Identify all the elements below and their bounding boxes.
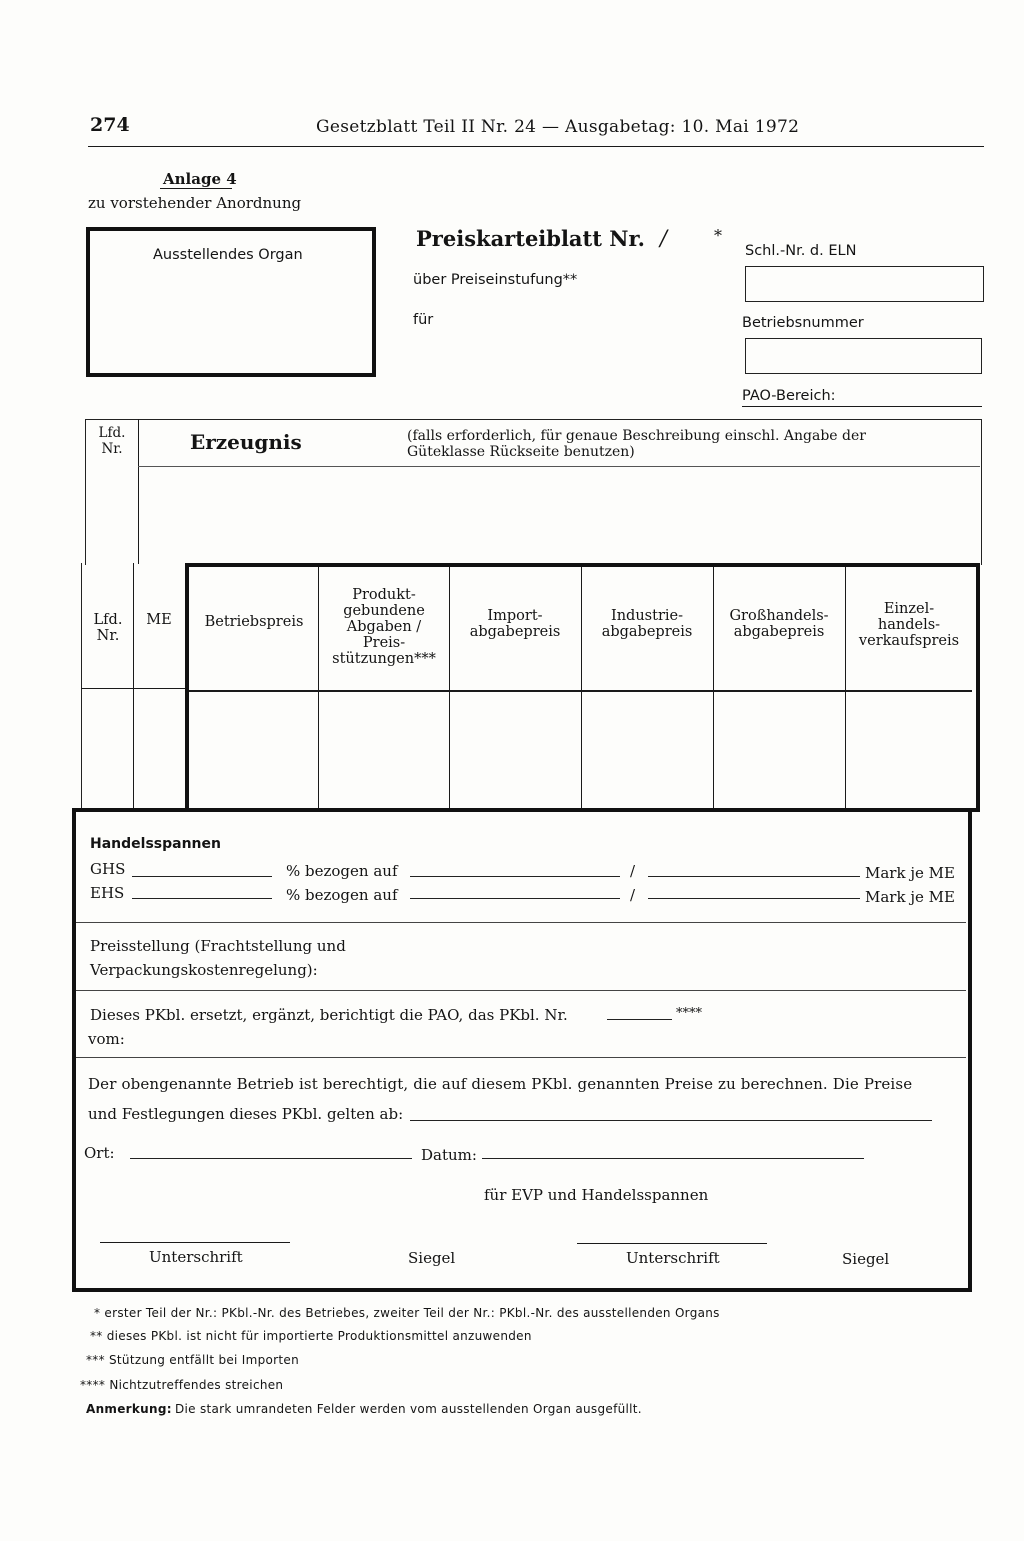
- seal-label-2: Siegel: [842, 1250, 890, 1268]
- replaces-line1: Dieses PKbl. ersetzt, ergänzt, berichtigt die PAO, das PKbl. Nr.: [90, 1006, 568, 1024]
- price-setting-line1: Preisstellung (Frachtstellung und: [90, 937, 346, 955]
- cell-import[interactable]: [450, 692, 580, 800]
- pao-bereich-line[interactable]: [742, 406, 982, 407]
- footnote-2: ** dieses PKbl. ist nicht für importierte Produktionsmittel anzuwenden: [90, 1329, 532, 1343]
- product-note: (falls erforderlich, für genaue Beschreibung einschl. Angabe der Güteklasse Rückseite benutzen): [407, 428, 866, 460]
- authorization-line1: Der obengenannte Betrieb ist berechtigt, die auf diesem PKbl. genannten Preise zu berechnen. Die Preise: [88, 1075, 913, 1093]
- ehs-percent-field[interactable]: [132, 898, 272, 899]
- ghs-pct-label: % bezogen auf: [286, 862, 398, 880]
- col-industrieabgabepreis: Industrie- abgabepreis: [601, 608, 693, 640]
- col-einzelhandelsverkaufspreis: Einzel- handels- verkaufspreis: [858, 601, 960, 649]
- replaces-pkbl-field[interactable]: [607, 1019, 672, 1020]
- ghs-base-field[interactable]: [410, 876, 620, 877]
- annex-label: Anlage 4: [163, 170, 237, 188]
- ehs-pct-label: % bezogen auf: [286, 886, 398, 904]
- col-betriebspreis: Betriebspreis: [204, 614, 304, 630]
- card-title: Preiskarteiblatt Nr.: [416, 226, 645, 251]
- note-label: Anmerkung:: [86, 1402, 172, 1416]
- evp-label: für EVP und Handelsspannen: [484, 1186, 709, 1204]
- col-produktgebundene-abgaben: Produkt- gebundene Abgaben / Preis- stützungen***: [332, 587, 436, 667]
- valid-from-field[interactable]: [410, 1120, 932, 1121]
- lower-box: [72, 808, 972, 1292]
- page-number: 274: [90, 114, 130, 136]
- ehs-label: EHS: [90, 884, 125, 902]
- replaces-vom: vom:: [88, 1030, 125, 1048]
- ehs-mark-field[interactable]: [648, 898, 860, 899]
- product-lfd-divider: [138, 419, 139, 564]
- ehs-base-field[interactable]: [410, 898, 620, 899]
- authorization-line2: und Festlegungen dieses PKbl. gelten ab:: [88, 1105, 404, 1123]
- annex-underline: [160, 188, 232, 189]
- schl-nr-label: Schl.-Nr. d. ELN: [745, 243, 857, 259]
- pao-bereich-label: PAO-Bereich:: [742, 388, 836, 404]
- section-rule-1: [76, 922, 966, 923]
- cell-betriebspreis[interactable]: [189, 692, 317, 800]
- price-setting-line2: Verpackungskostenregelung):: [90, 961, 318, 979]
- signature-line-2[interactable]: [577, 1243, 767, 1244]
- datum-field[interactable]: [482, 1158, 864, 1159]
- signature-label-2: Unterschrift: [626, 1249, 720, 1267]
- product-description-field[interactable]: [140, 468, 978, 562]
- note-text: Die stark umrandeten Felder werden vom ausstellenden Organ ausgefüllt.: [175, 1402, 642, 1416]
- section-rule-3: [76, 1057, 966, 1058]
- price-lfd-header: Lfd. Nr.: [93, 612, 123, 644]
- col-importabgabepreis: Import- abgabepreis: [469, 608, 561, 640]
- ghs-percent-field[interactable]: [132, 876, 272, 877]
- card-number-star: *: [714, 226, 722, 245]
- footnote-4: **** Nichtzutreffendes streichen: [80, 1378, 284, 1392]
- cell-me[interactable]: [134, 690, 184, 806]
- cell-abgaben[interactable]: [319, 692, 448, 800]
- price-setting-field[interactable]: [360, 930, 960, 986]
- replaces-stars: ****: [676, 1006, 702, 1021]
- issuer-label: Ausstellendes Organ: [153, 247, 303, 263]
- ghs-label: GHS: [90, 860, 126, 878]
- cell-industrie[interactable]: [582, 692, 712, 800]
- ghs-mark-field[interactable]: [648, 876, 860, 877]
- cell-lfd[interactable]: [82, 690, 132, 806]
- seal-label-1: Siegel: [408, 1249, 456, 1267]
- signature-label-1: Unterschrift: [149, 1248, 243, 1266]
- schl-nr-field[interactable]: [745, 266, 984, 302]
- betriebsnummer-label: Betriebsnummer: [742, 315, 864, 331]
- footnote-3: *** Stützung entfällt bei Importen: [86, 1353, 300, 1367]
- product-header-rule: [138, 466, 980, 467]
- cell-einzelhandel[interactable]: [846, 692, 968, 800]
- annex-subtitle: zu vorstehender Anordnung: [88, 194, 302, 212]
- cell-grosshandel[interactable]: [714, 692, 844, 800]
- card-line-preiseinstufung: über Preiseinstufung**: [413, 272, 578, 288]
- price-header-rule: [81, 688, 185, 689]
- footnote-1: * erster Teil der Nr.: PKbl.-Nr. des Betriebes, zweiter Teil der Nr.: PKbl.-Nr. des ausstellenden Organs: [94, 1306, 720, 1320]
- gazette-title: Gesetzblatt Teil II Nr. 24 — Ausgabetag: 10. Mai 1972: [316, 117, 800, 137]
- card-number-slash: /: [660, 226, 668, 250]
- replaces-vom-field[interactable]: [130, 1028, 430, 1050]
- ghs-slash: /: [630, 862, 636, 880]
- card-line-fuer: für: [413, 312, 434, 328]
- ehs-unit: Mark je ME: [865, 888, 955, 906]
- col-grosshandelsabgabepreis: Großhandels- abgabepreis: [729, 608, 829, 640]
- header-rule: [88, 146, 984, 147]
- ghs-unit: Mark je ME: [865, 864, 955, 882]
- ort-field[interactable]: [130, 1158, 412, 1159]
- signature-line-1[interactable]: [100, 1242, 290, 1243]
- section-rule-2: [76, 990, 966, 991]
- product-lfd-header: Lfd. Nr.: [98, 425, 126, 457]
- margins-heading: Handelsspannen: [90, 836, 221, 852]
- datum-label: Datum:: [421, 1146, 477, 1164]
- price-me-header: ME: [146, 612, 172, 628]
- betriebsnummer-field[interactable]: [745, 338, 982, 374]
- product-heading: Erzeugnis: [190, 430, 302, 454]
- ort-label: Ort:: [84, 1144, 115, 1162]
- ehs-slash: /: [630, 886, 636, 904]
